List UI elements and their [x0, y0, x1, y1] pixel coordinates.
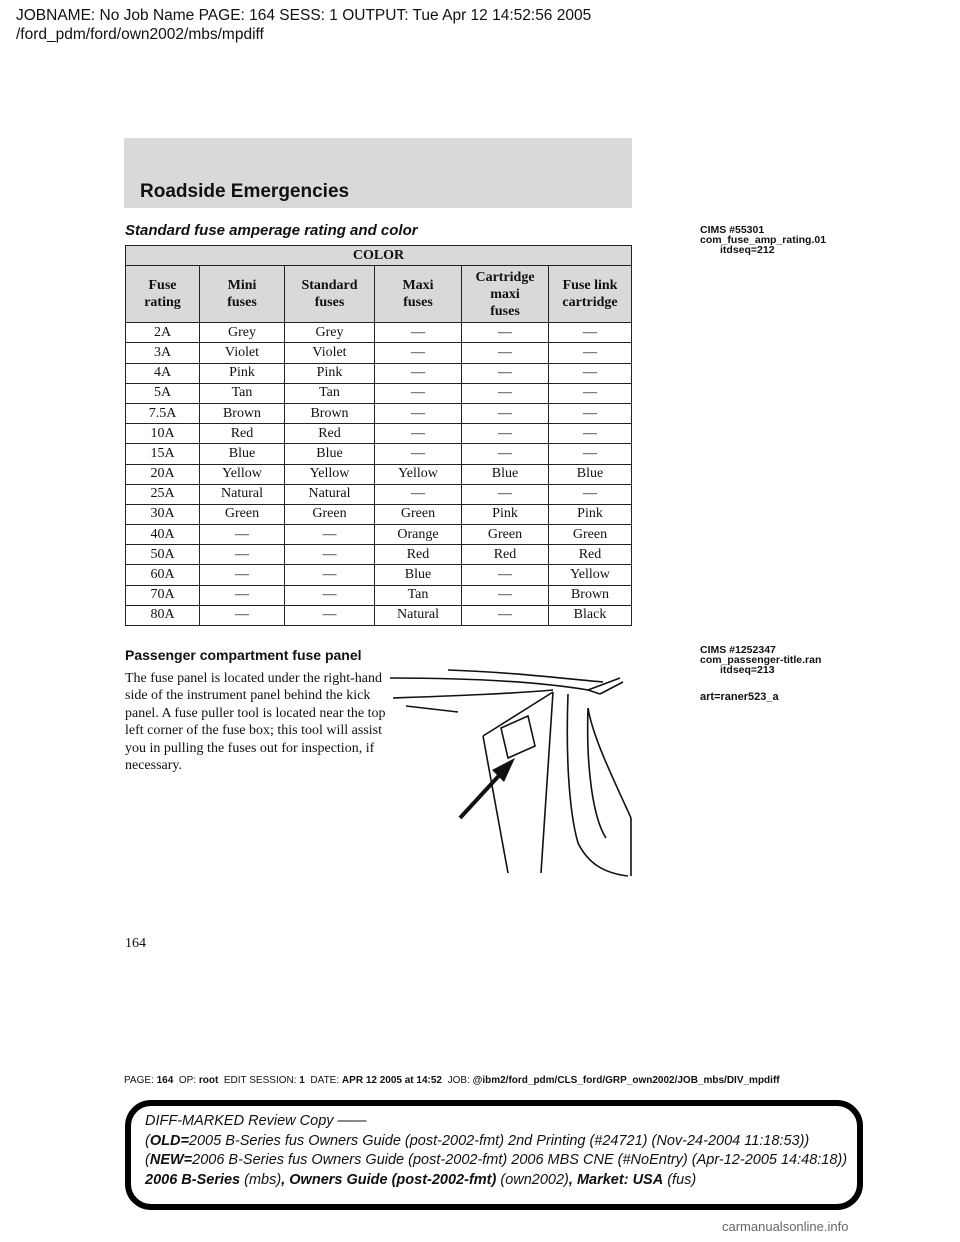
- passenger-panel-title: Passenger compartment fuse panel: [125, 647, 362, 663]
- diff-line-new: (NEW=2006 B-Series fus Owners Guide (post-2002-fmt) 2006 MBS CNE (#NoEntry) (Apr-12-2005 14:48:18)): [145, 1152, 848, 1168]
- job-header-line2: /ford_pdm/ford/own2002/mbs/mpdiff: [16, 26, 264, 43]
- table-cell: —: [462, 605, 549, 625]
- footer-metadata: PAGE: 164 OP: root EDIT SESSION: 1 DATE: APR 12 2005 at 14:52 JOB: @ibm2/ford_pdm/CLS_ford/GRP_own2002/JOB_mbs/DIV_mpdiff: [124, 1075, 780, 1086]
- table-cell: Brown: [549, 585, 632, 605]
- table-cell: —: [200, 525, 285, 545]
- table-cell: 40A: [126, 525, 200, 545]
- passenger-panel-body: The fuse panel is located under the right-hand side of the instrument panel behind the kick panel. A fuse puller tool is located near the top left corner of the fuse box; this tool will assist you in pulling the fuses out for inspection, if necessary.: [125, 671, 386, 774]
- cims-tag-1-file: com_fuse_amp_rating.01: [700, 234, 827, 246]
- table-cell: Green: [462, 525, 549, 545]
- table-cell: —: [549, 484, 632, 504]
- table-body: [126, 323, 632, 626]
- table-cell: Yellow: [549, 565, 632, 585]
- table-cell: —: [462, 383, 549, 403]
- table-row: [126, 383, 632, 403]
- table-cell: —: [549, 444, 632, 464]
- table-cell: —: [549, 403, 632, 423]
- table-cell: —: [549, 363, 632, 383]
- table-cell: Natural: [200, 484, 285, 504]
- table-cell: —: [375, 444, 462, 464]
- job-header: [16, 6, 591, 44]
- table-cell: 7.5A: [126, 403, 200, 423]
- table-cell: Blue: [549, 464, 632, 484]
- table-row: [126, 403, 632, 423]
- table-row: [126, 343, 632, 363]
- table-cell: —: [285, 565, 375, 585]
- table-row: [126, 484, 632, 504]
- table-cell: 80A: [126, 605, 200, 625]
- table-cell: Blue: [285, 444, 375, 464]
- cims-tag-2-file: com_passenger-title.ran: [700, 654, 822, 666]
- table-cell: 25A: [126, 484, 200, 504]
- table-cell: —: [462, 585, 549, 605]
- location-arrow-icon: [460, 758, 515, 818]
- table-cell: —: [462, 343, 549, 363]
- table-cell: Tan: [200, 383, 285, 403]
- table-cell: Orange: [375, 525, 462, 545]
- diff-line-old: (OLD=2005 B-Series fus Owners Guide (post-2002-fmt) 2nd Printing (#24721) (Nov-24-2004 11:18:53)): [145, 1132, 810, 1149]
- table-cell: Green: [375, 504, 462, 524]
- table-cell: Brown: [200, 403, 285, 423]
- cims-tag-2: [700, 645, 821, 675]
- table-row: [126, 424, 632, 444]
- table-cell: Red: [285, 424, 375, 444]
- table-cell: —: [200, 605, 285, 625]
- cims-tag-1-seq: itdseq=212: [720, 244, 775, 256]
- table-cell: 20A: [126, 464, 200, 484]
- table-cell: 70A: [126, 585, 200, 605]
- table-cell: —: [285, 585, 375, 605]
- table-row: [126, 504, 632, 524]
- table-cell: Natural: [375, 605, 462, 625]
- diff-line-product: 2006 B-Series (mbs), Owners Guide (post-2002-fmt) (own2002), Market: USA (fus): [145, 1171, 697, 1188]
- table-cell: Pink: [462, 504, 549, 524]
- table-cell: —: [462, 424, 549, 444]
- table-cell: —: [549, 323, 632, 343]
- table-cell: Blue: [462, 464, 549, 484]
- table-cell: Pink: [200, 363, 285, 383]
- table-row: [126, 585, 632, 605]
- table-cell: —: [285, 545, 375, 565]
- table-cell: Pink: [285, 363, 375, 383]
- table-cell: —: [375, 323, 462, 343]
- cims-tag-1: [700, 225, 826, 255]
- table-cell: Violet: [200, 343, 285, 363]
- table-cell: —: [549, 383, 632, 403]
- table-cell: Yellow: [285, 464, 375, 484]
- table-cell: —: [375, 363, 462, 383]
- table-cell: Grey: [200, 323, 285, 343]
- page-number: 164: [125, 936, 146, 951]
- watermark: carmanualsonline.info: [722, 1219, 849, 1234]
- col-header-mini: Mini fuses: [200, 266, 285, 323]
- table-row: [126, 464, 632, 484]
- table-row: [126, 565, 632, 585]
- table-row: [126, 605, 632, 625]
- table-cell: —: [285, 605, 375, 625]
- col-header-standard: Standard fuses: [285, 266, 375, 323]
- diff-review-text: [145, 1112, 847, 1190]
- diff-line-1: DIFF-MARKED Review Copy ——: [145, 1113, 367, 1129]
- table-cell: —: [462, 565, 549, 585]
- table-cell: —: [375, 403, 462, 423]
- col-header-fuse-link: Fuse link cartridge: [549, 266, 632, 323]
- table-cell: Tan: [375, 585, 462, 605]
- art-reference: art=raner523_a: [700, 691, 779, 703]
- col-header-cartridge: Cartridge maxi fuses: [462, 266, 549, 323]
- table-row: [126, 545, 632, 565]
- table-row: [126, 323, 632, 343]
- fuse-panel-illustration: [388, 668, 633, 878]
- table-cell: Blue: [375, 565, 462, 585]
- col-header-rating: Fuse rating: [126, 266, 200, 323]
- table-cell: Brown: [285, 403, 375, 423]
- job-header-line1: JOBNAME: No Job Name PAGE: 164 SESS: 1 OUTPUT: Tue Apr 12 14:52:56 2005: [16, 7, 592, 24]
- table-cell: 50A: [126, 545, 200, 565]
- col-header-maxi: Maxi fuses: [375, 266, 462, 323]
- table-cell: Blue: [200, 444, 285, 464]
- table-cell: —: [375, 424, 462, 444]
- table-cell: —: [375, 484, 462, 504]
- table-cell: Red: [200, 424, 285, 444]
- table-cell: —: [462, 403, 549, 423]
- table-cell: 60A: [126, 565, 200, 585]
- cims-tag-2-id: CIMS #1252347: [700, 644, 776, 656]
- table-column-headers: [126, 266, 632, 323]
- table-cell: Red: [549, 545, 632, 565]
- table-cell: Green: [200, 504, 285, 524]
- table-cell: —: [462, 363, 549, 383]
- table-cell: —: [462, 323, 549, 343]
- table-title: Standard fuse amperage rating and color: [125, 222, 418, 239]
- table-cell: —: [462, 444, 549, 464]
- section-title: Roadside Emergencies: [140, 181, 350, 202]
- table-cell: Violet: [285, 343, 375, 363]
- table-cell: Grey: [285, 323, 375, 343]
- table-row: [126, 363, 632, 383]
- table-cell: Yellow: [200, 464, 285, 484]
- table-cell: Green: [285, 504, 375, 524]
- table-row: [126, 525, 632, 545]
- table-row: [126, 444, 632, 464]
- fuse-color-table: [125, 245, 632, 626]
- table-cell: —: [462, 484, 549, 504]
- table-cell: Natural: [285, 484, 375, 504]
- table-group-header: COLOR: [126, 246, 632, 266]
- table-cell: —: [375, 383, 462, 403]
- table-cell: Black: [549, 605, 632, 625]
- table-cell: 3A: [126, 343, 200, 363]
- table-cell: 15A: [126, 444, 200, 464]
- table-cell: 30A: [126, 504, 200, 524]
- table-cell: —: [200, 585, 285, 605]
- table-cell: —: [200, 565, 285, 585]
- table-cell: Tan: [285, 383, 375, 403]
- table-cell: Yellow: [375, 464, 462, 484]
- table-cell: Green: [549, 525, 632, 545]
- table-cell: 2A: [126, 323, 200, 343]
- table-cell: Pink: [549, 504, 632, 524]
- table-cell: 4A: [126, 363, 200, 383]
- cims-tag-2-seq: itdseq=213: [720, 664, 775, 676]
- table-cell: —: [549, 424, 632, 444]
- table-cell: 5A: [126, 383, 200, 403]
- table-cell: 10A: [126, 424, 200, 444]
- table-cell: —: [375, 343, 462, 363]
- table-cell: —: [285, 525, 375, 545]
- table-cell: Red: [462, 545, 549, 565]
- cims-tag-1-id: CIMS #55301: [700, 224, 765, 236]
- table-cell: —: [200, 545, 285, 565]
- table-cell: —: [549, 343, 632, 363]
- table-cell: Red: [375, 545, 462, 565]
